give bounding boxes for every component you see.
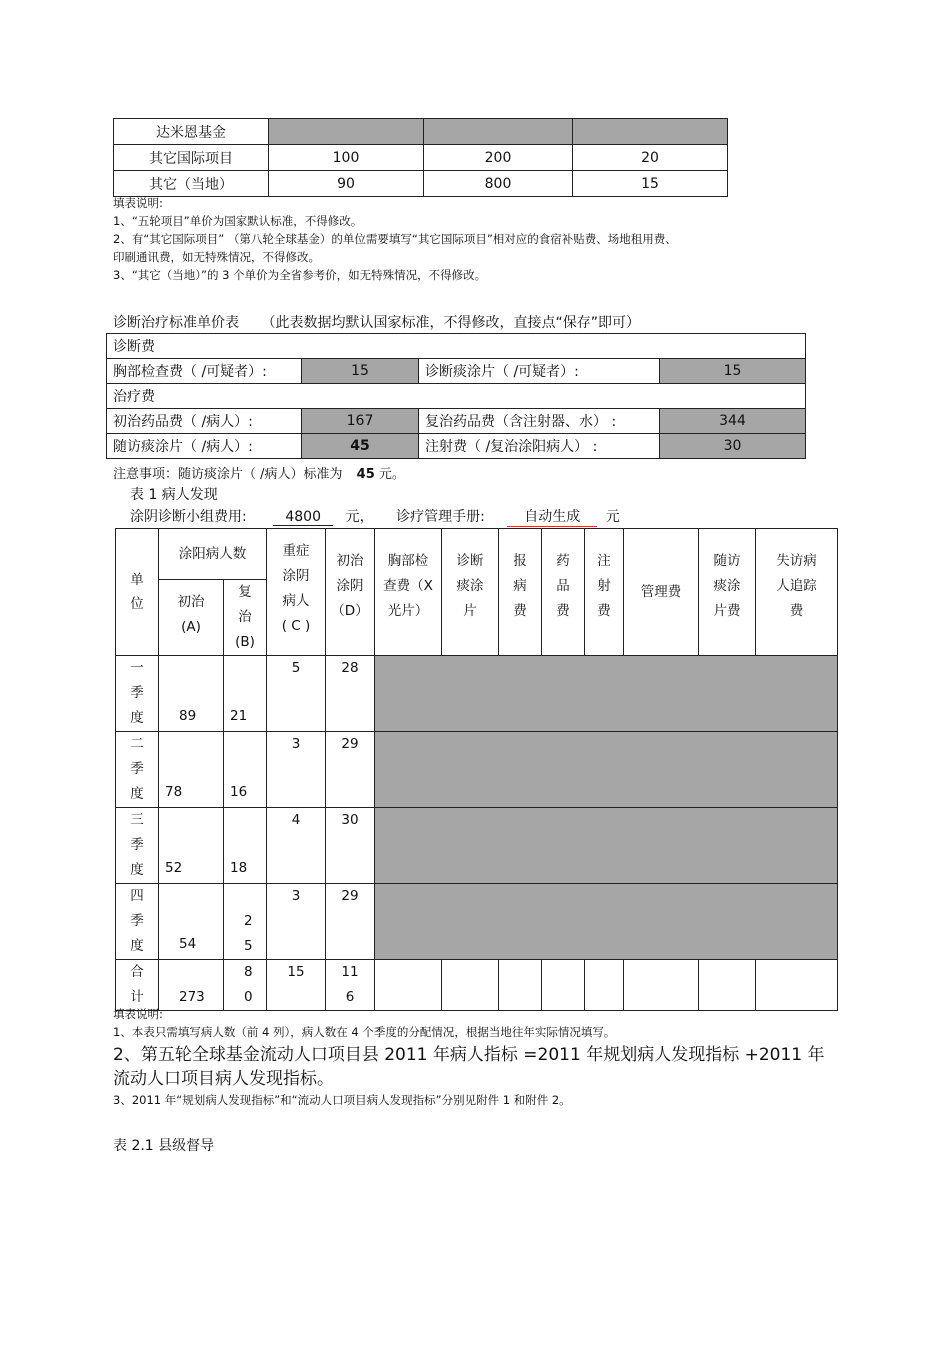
table-row [114,145,728,171]
group-fee-value[interactable]: 4800 [273,509,333,526]
table-row [116,656,838,732]
diag-title-text: 诊断治疗标准单价表 [113,315,239,331]
col-header-report: 报 病 费 [499,529,542,656]
note-line: 2、有“其它国际项目” （第八轮全球基金）的单位需要填写“其它国际项目”相对应的食宿补贴费、场地租用费、 [113,232,677,246]
cell[interactable]: 90 [269,171,424,197]
col-header-init-neg: 初治 涂阴 （D） [326,529,375,656]
cell [585,960,624,1011]
table1-title: 表 1 病人发现 [130,487,218,503]
cell [573,119,728,145]
row-unit: 一 季 度 [116,656,159,732]
row-unit: 二 季 度 [116,732,159,808]
table-row [114,119,728,145]
cell-init-neg: 11 6 [326,960,375,1011]
cell-init-neg[interactable]: 29 [326,884,375,960]
cell [375,960,442,1011]
notes-1 [113,194,677,284]
re-drug-label: 复治药品费（含注射器、水） : [419,409,660,434]
note-prefix: 注意事项：随访痰涂片（ /病人）标准为 [113,467,343,482]
inject-label: 注射费（ /复治涂阳病人） : [419,434,660,459]
diag-price-table [106,333,806,459]
patient-discovery-table [115,528,838,1011]
gray-cell [375,656,838,732]
cell [269,119,424,145]
init-drug-label: 初治药品费（ /病人）: [107,409,302,434]
col-header-re: 复 治 (B) [224,580,267,656]
header-row [116,529,838,580]
cell [699,960,756,1011]
cell [624,960,699,1011]
table-row [116,808,838,884]
gray-cell [375,808,838,884]
note-line: 1、“五轮项目”单价为国家默认标准，不得修改。 [113,214,363,228]
note-line: 2、第五轮全球基金流动人口项目县 2011 年病人指标 =2011 年规划病人发现指标 +2011 年 [113,1045,825,1065]
row-label: 其它（当地） [114,171,269,197]
cell-re: 8 0 [224,960,267,1011]
cell [756,960,838,1011]
row-unit: 四 季 度 [116,884,159,960]
inject-value: 30 [660,434,806,459]
col-header-inject: 注 射 费 [585,529,624,656]
col-header-drug: 药 品 费 [542,529,585,656]
table21-title: 表 2.1 县级督导 [113,1138,215,1154]
row-label: 达米恩基金 [114,119,269,145]
diag-title [113,312,640,332]
col-header-severe: 重症 涂阴 病人 ( C ) [267,529,326,656]
cell-severe[interactable]: 3 [267,884,326,960]
cell-init[interactable]: 52 [159,808,224,884]
col-header-smear: 诊断 痰涂 片 [442,529,499,656]
cell-severe[interactable]: 5 [267,656,326,732]
cell[interactable]: 20 [573,145,728,171]
cell-init[interactable]: 78 [159,732,224,808]
section-label: 治疗费 [107,384,806,409]
cell-re[interactable]: 21 [224,656,267,732]
cell[interactable]: 15 [573,171,728,197]
notes-title: 填表说明: [113,1007,163,1021]
cell-severe[interactable]: 3 [267,732,326,808]
cell-severe: 15 [267,960,326,1011]
section-label: 诊断费 [107,334,806,359]
fee-line [130,506,620,527]
cell-init: 273 [159,960,224,1011]
col-header-manage: 管理费 [624,529,699,656]
smear-label: 诊断痰涂片（ /可疑者）: [419,359,660,384]
cell-re[interactable]: 18 [224,808,267,884]
cell [542,960,585,1011]
table-row-total [116,960,838,1011]
cell[interactable]: 100 [269,145,424,171]
cell-init-neg[interactable]: 29 [326,732,375,808]
notes-2 [113,1005,843,1109]
unit-label: 元， [345,509,374,525]
cell-init[interactable]: 54 [159,884,224,960]
cell-init-neg[interactable]: 30 [326,808,375,884]
cell-re[interactable]: 2 5 [224,884,267,960]
cell-severe[interactable]: 4 [267,808,326,884]
cell [424,119,573,145]
diag-note [113,463,405,482]
smear-value: 15 [660,359,806,384]
table-row [116,884,838,960]
chest-label: 胸部检查费（ /可疑者）: [107,359,302,384]
col-header-pos-group: 涂阳病人数 [159,529,267,580]
chest-value: 15 [302,359,419,384]
gray-cell [375,732,838,808]
table-row [114,171,728,197]
cell[interactable]: 800 [424,171,573,197]
note-line: 印刷通讯费，如无特殊情况，不得修改。 [113,250,320,264]
note-line: 3、“其它（当地）”的 3 个单价为全省参考价，如无特殊情况，不得修改。 [113,268,487,282]
followup-value: 45 [302,434,419,459]
manual-label: 诊疗管理手册: [396,509,485,525]
group-fee-label: 涂阴诊断小组费用: [130,509,247,525]
row-unit: 合 计 [116,960,159,1011]
col-header-init: 初治 (A) [159,580,224,656]
cell-init-neg[interactable]: 28 [326,656,375,732]
followup-label: 随访痰涂片（ /病人）: [107,434,302,459]
col-header-chest: 胸部检 查费（X 光片） [375,529,442,656]
diag-subtitle: （此表数据均默认国家标准，不得修改，直接点“保存”即可） [261,315,640,331]
unit-label: 元 [605,509,620,525]
cell [442,960,499,1011]
re-drug-value: 344 [660,409,806,434]
table-row [116,732,838,808]
row-unit: 三 季 度 [116,808,159,884]
gray-cell [375,884,838,960]
init-drug-value: 167 [302,409,419,434]
notes-title: 填表说明: [113,196,163,210]
col-header-lost: 失访病 人追踪 费 [756,529,838,656]
funding-table [113,118,728,197]
cell-init[interactable]: 89 [159,656,224,732]
note-line: 3、2011 年“规划病人发现指标”和“流动人口项目病人发现指标”分别见附件 1 和附件 2。 [113,1093,571,1107]
cell-re[interactable]: 16 [224,732,267,808]
row-label: 其它国际项目 [114,145,269,171]
note-line: 1、本表只需填写病人数（前 4 列），病人数在 4 个季度的分配情况，根据当地往年实际情况填写。 [113,1025,616,1039]
cell[interactable]: 200 [424,145,573,171]
note-line: 流动人口项目病人发现指标。 [113,1069,334,1089]
col-header-follow: 随访 痰涂 片费 [699,529,756,656]
manual-value: 自动生成 [507,506,597,527]
cell [499,960,542,1011]
note-suffix: 元。 [378,467,405,482]
col-header-unit: 单 位 [116,529,159,656]
note-value: 45 [356,467,375,482]
